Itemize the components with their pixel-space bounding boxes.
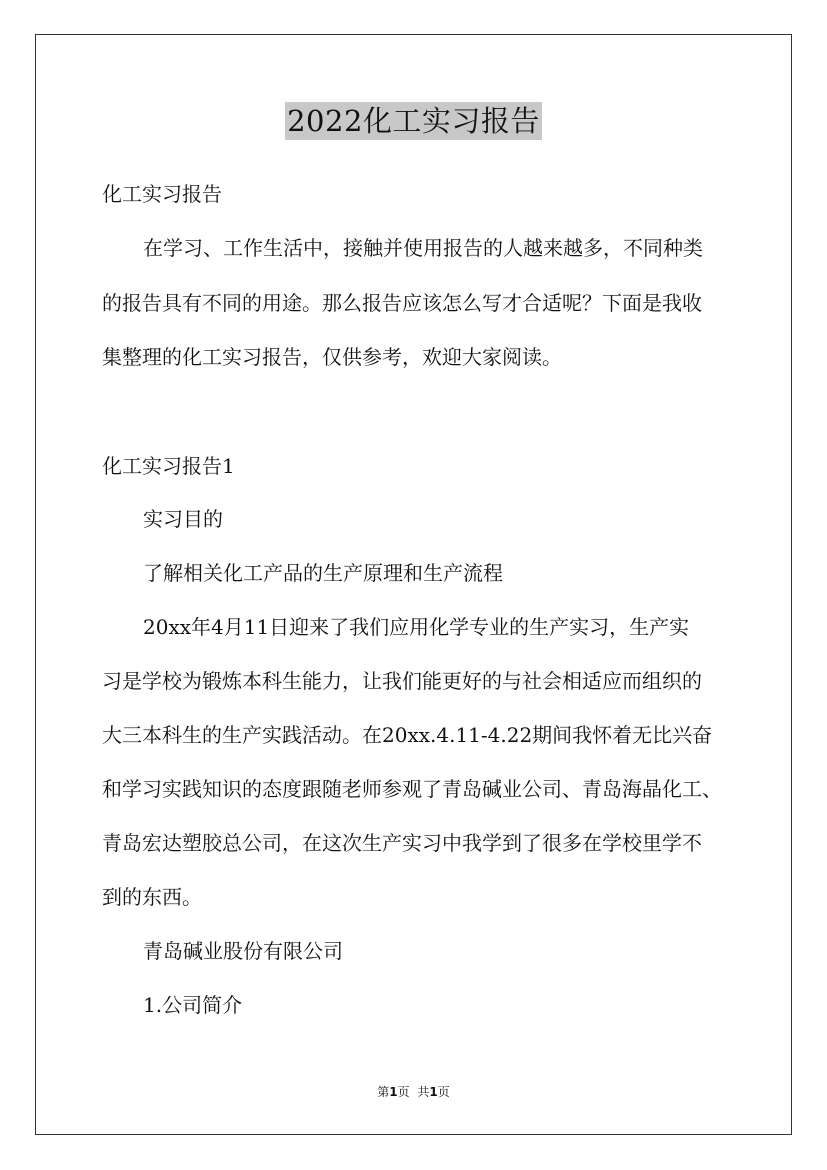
footer-page-prefix: 第 [377,1085,390,1099]
section-heading: 化工实习报告1 [102,454,235,478]
footer-total-prefix: 共 [417,1085,430,1099]
subheading: 1.公司简介 [143,993,243,1017]
subheading: 青岛碱业股份有限公司 [143,939,343,963]
paragraph-line: 20xx年4月11日迎来了我们应用化学专业的生产实习，生产实 [143,615,690,639]
title-container [0,102,827,140]
paragraph-line: 青岛宏达塑胶总公司，在这次生产实习中我学到了很多在学校里学不 [102,831,702,855]
paragraph-line: 的报告具有不同的用途。那么报告应该怎么写才合适呢？下面是我收 [102,291,702,315]
subheading: 实习目的 [143,507,223,531]
section-heading: 化工实习报告 [102,182,222,206]
document-title: 2022化工实习报告 [287,104,540,138]
paragraph-line: 到的东西。 [102,885,202,909]
footer-page-number: 1 [389,1085,398,1099]
paragraph-line: 了解相关化工产品的生产原理和生产流程 [143,561,503,585]
paragraph-line: 集整理的化工实习报告，仅供参考，欢迎大家阅读。 [102,345,562,369]
paragraph-line: 和学习实践知识的态度跟随老师参观了青岛碱业公司、青岛海晶化工、 [102,777,722,801]
page-footer [0,1084,827,1100]
footer-total-number: 1 [429,1085,438,1099]
footer-page-suffix: 页 [397,1085,410,1099]
paragraph-line: 习是学校为锻炼本科生能力，让我们能更好的与社会相适应而组织的 [102,669,702,693]
paragraph-line: 大三本科生的生产实践活动。在20xx.4.11-4.22期间我怀着无比兴奋 [102,723,713,747]
paragraph-line: 在学习、工作生活中，接触并使用报告的人越来越多，不同种类 [143,236,703,260]
footer-total-suffix: 页 [437,1085,450,1099]
